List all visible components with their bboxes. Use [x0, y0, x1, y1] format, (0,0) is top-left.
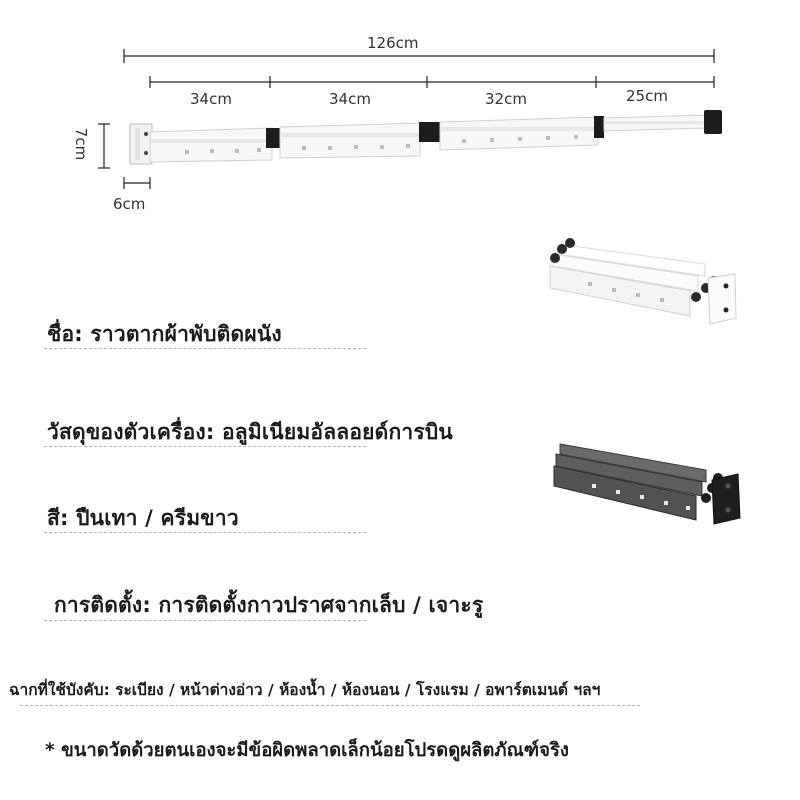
product-color: สี: ปืนเทา / ครีมขาว	[47, 506, 239, 530]
rod-joint-2	[419, 122, 441, 142]
rod-segment-4	[604, 115, 706, 131]
depth-dimension	[124, 177, 150, 189]
divider-installation	[44, 620, 366, 621]
product-name: ชื่อ: ราวตากผ้าพับติดผนัง	[47, 322, 282, 346]
segment-1-label: 34cm	[190, 90, 232, 108]
measurement-note: * ขนาดวัดด้วยตนเองจะมีข้อผิดพลาดเล็กน้อยโปรดดูผลิตภัณฑ์จริง	[45, 740, 569, 761]
divider-scenarios	[20, 705, 640, 706]
height-dimension	[98, 124, 110, 168]
divider-name	[44, 348, 366, 349]
height-label: 7cm	[72, 127, 91, 161]
rod-segment-1	[150, 128, 272, 162]
segment-2-label: 34cm	[329, 90, 371, 108]
usage-scenarios: ฉากที่ใช้บังคับ: ระเบียง / หน้าต่างอ่าว / ห้องน้ำ / ห้องนอน / โรงแรม / อพาร์ตเมนต์ ฯลฯ	[9, 681, 601, 699]
rod-joint-1	[266, 128, 280, 148]
rod-segment-2	[280, 123, 420, 158]
product-material: วัสดุของตัวเครื่อง: อลูมิเนียมอัลลอยด์การบิน	[47, 420, 453, 444]
rod-end-cap	[704, 110, 722, 134]
segment-4-label: 25cm	[626, 87, 668, 105]
white-folded-rack-image	[540, 236, 750, 331]
total-width-label: 126cm	[367, 34, 419, 52]
total-width-dimension	[124, 49, 714, 63]
wall-bracket	[130, 124, 152, 164]
gray-folded-rack-image	[546, 436, 756, 531]
depth-label: 6cm	[113, 195, 146, 213]
rod-joint-3	[594, 116, 604, 138]
product-installation: การติดตั้ง: การติดตั้งกาวปราศจากเล็บ / เจาะรู	[54, 593, 484, 617]
rod-segment-3	[440, 117, 598, 150]
segment-3-label: 32cm	[485, 90, 527, 108]
divider-color	[44, 532, 366, 533]
divider-material	[44, 446, 366, 447]
